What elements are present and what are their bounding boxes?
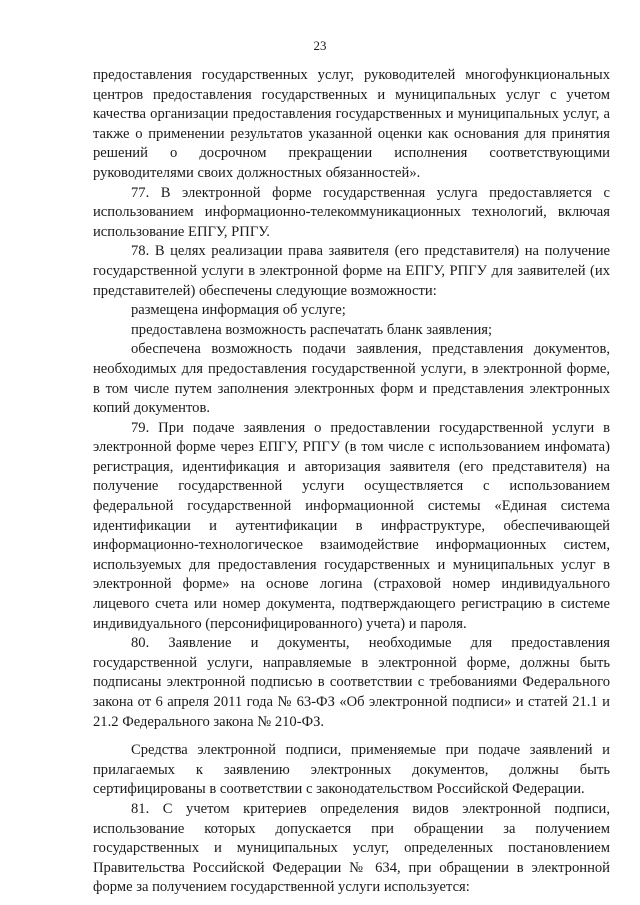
paragraph-79: 79. При подаче заявления о предоставлении государственной услуги в электронной форме через ЕПГУ, РПГУ (в том числе с использованием инфомата) регистрация, идентификация и авторизация заявителя (его представителя) на получение государственной услуги осуществляется с использованием федеральной государственной информационной системы «Единая система идентификации и аутентификации в инфраструктуре, обеспечивающей информационно-технологическое взаимодействие информационных систем, используемых для предоставления государственных и муниципальных услуг в электронной форме» на основе логина (страховой номер индивидуального лицевого счета или номер документа, подтверждающего регистрацию в системе индивидуального (персонифицированного) учета) и пароля. [93,419,610,632]
paragraph-78-item-3: обеспечена возможность подачи заявления, представления документов, необходимых для предоставления государственной услуги, в электронной форме, в том числе путем заполнения электронных форм и представления электронных копий документов. [93,341,610,417]
paragraph-77: 77. В электронной форме государственная услуга предоставляется с использованием информационно-телекоммуникационных технологий, включая использование ЕПГУ, РПГУ. [93,184,610,240]
paragraph-78-item-2: предоставлена возможность распечатать бланк заявления; [131,321,493,338]
paragraph-78-item-1: размещена информация об услуге; [131,302,346,319]
paragraph-80: 80. Заявление и документы, необходимые для предоставления государственной услуги, направляемые в электронной форме, должны быть подписаны электронной подписью в соответствии с требованиями Федерального закона от 6 апреля 2011 года № 63-ФЗ «Об электронной подписи» и статей 21.1 и 21.2 Федерального закона № 210-ФЗ. [93,635,610,730]
page-number: 23 [313,38,327,53]
paragraph-78: 78. В целях реализации права заявителя (его представителя) на получение государственной услуги в электронной форме на ЕПГУ, РПГУ для заявителей (их представителей) обеспечены следующие возможности: [93,243,610,299]
paragraph-80-signature-tools: Средства электронной подписи, применяемые при подаче заявлений и прилагаемых к заявлению электронных документов, должны быть сертифицированы в соответствии с законодательством Российской Федерации. [93,742,610,798]
document-body [93,66,610,898]
paragraph-81: 81. С учетом критериев определения видов электронной подписи, использование которых допускается при обращении за получением государственных и муниципальных услуг, определенных постановлением Правительства Российской Федерации № 634, при обращении в электронной форме за получением государственной услуги используется: [93,800,610,896]
paragraph-continuation: предоставления государственных услуг, руководителей многофункциональных центров предоставления государственных и муниципальных услуг с учетом качества организации предоставления государственных и муниципальных услуг, а также о применении результатов указанной оценки как основания для принятия решений о досрочном прекращении исполнения соответствующими руководителями своих должностных обязанностей». [93,67,610,181]
